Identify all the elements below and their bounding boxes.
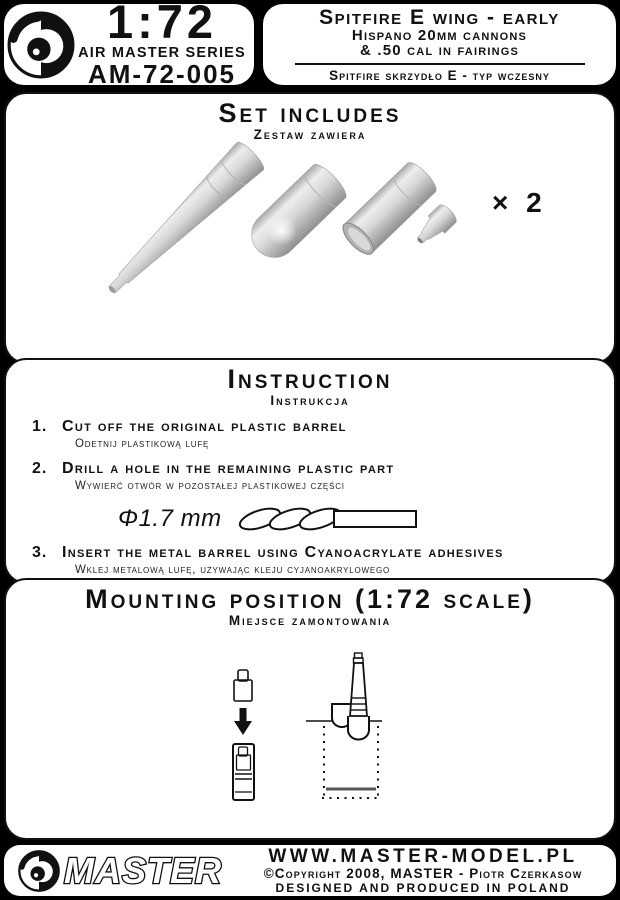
instruction-step-1 — [32, 418, 614, 450]
footer-panel — [4, 845, 616, 896]
product-subtitle-2: & .50 cal in fairings — [359, 42, 520, 59]
arrow-down-icon — [234, 708, 252, 735]
quantity-label: × 2 — [492, 187, 547, 218]
part-cannon-barrel — [97, 139, 267, 305]
instruction-subtitle-pl: Instrukcja — [270, 393, 350, 408]
drill-diameter-label: Φ1.7 mm — [118, 505, 222, 532]
step-number: 3. — [32, 544, 48, 561]
step-number: 2. — [32, 460, 48, 477]
drill-spec-row — [118, 504, 614, 534]
series-label: AIR MASTER SERIES — [78, 45, 246, 61]
set-includes-section — [4, 92, 616, 364]
drill-bit-icon — [238, 504, 418, 534]
origin-line: DESIGNED AND PRODUCED IN POLAND — [275, 880, 571, 895]
step-text-pl: Wklej metalową lufę, używając kleju cyjanoakrylowego — [75, 564, 391, 576]
master-wordmark — [62, 850, 240, 892]
step-text-en: Insert the metal barrel using Cyanoacrylate adhesives — [62, 544, 504, 561]
set-includes-subtitle-pl: Zestaw zawiera — [253, 127, 367, 142]
set-includes-title: Set includes — [218, 98, 402, 128]
mounting-subtitle-pl: Miejsce zamontowania — [228, 613, 392, 628]
master-logo-icon — [4, 850, 60, 892]
series-id-block — [78, 2, 254, 87]
product-title-polish: Spitfire skrzydło E - typ wczesny — [329, 67, 550, 83]
header-divider — [295, 63, 585, 65]
assembly-steps-diagram — [233, 670, 254, 800]
footer-text-block — [240, 847, 616, 895]
header-brand-panel — [4, 0, 254, 89]
step-text-pl: Odetnij plastikową lufę — [75, 438, 210, 450]
header-title-panel — [263, 4, 616, 85]
product-title: Spitfire E wing - early — [319, 5, 560, 29]
step-number: 1. — [32, 418, 48, 435]
instruction-title: Instruction — [227, 364, 393, 394]
instruction-step-3 — [32, 544, 614, 576]
scale-label: 1:72 — [106, 0, 218, 48]
master-logo-icon — [4, 11, 78, 79]
step-text-en: Cut off the original plastic barrel — [62, 418, 347, 435]
mounting-diagram — [6, 646, 614, 832]
parts-illustration — [6, 132, 614, 342]
wing-cross-section-diagram — [306, 653, 382, 798]
copyright-line: ©Copyright 2008, MASTER - Piotr Czerkasow — [263, 865, 583, 881]
website-url: WWW.MASTER-MODEL.PL — [268, 845, 578, 867]
mounting-title: Mounting position (1:72 scale) — [85, 584, 535, 614]
product-code: AM-72-005 — [87, 59, 237, 89]
brand-text: MASTER — [64, 849, 222, 891]
step-text-pl: Wywierć otwór w pozostałej plastikowej części — [75, 480, 345, 492]
instruction-step-2 — [32, 460, 614, 492]
product-subtitle-1: Hispano 20mm cannons — [351, 26, 528, 44]
step-text-en: Drill a hole in the remaining plastic part — [62, 460, 395, 477]
part-fairing-tube — [338, 159, 440, 259]
mounting-section — [4, 578, 616, 840]
instruction-section — [4, 358, 616, 584]
part-fairing-cap — [242, 160, 350, 267]
